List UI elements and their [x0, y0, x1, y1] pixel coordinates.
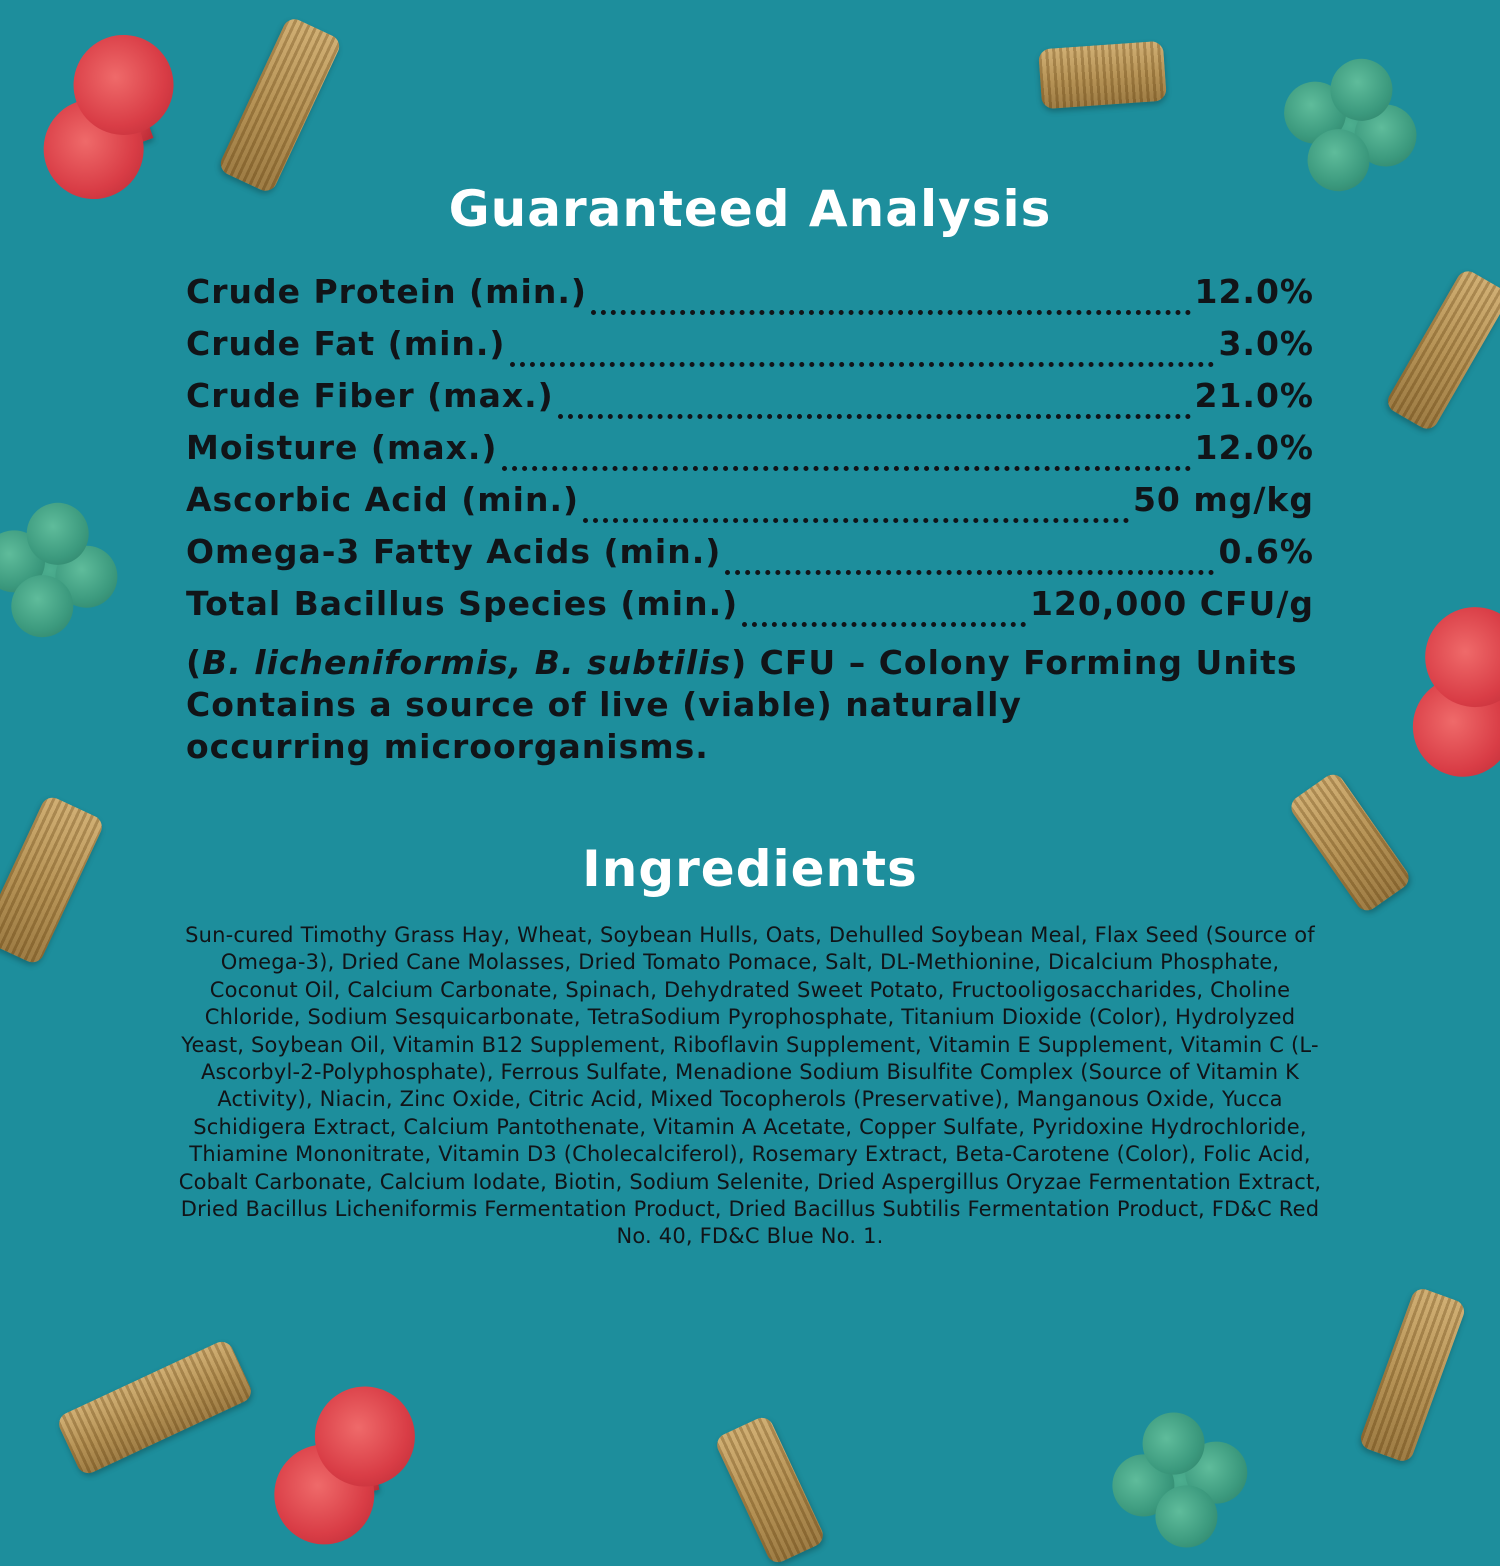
note-open-paren: (: [186, 643, 203, 682]
analysis-row-ascorbic-acid: [186, 480, 1314, 532]
pellet-treat-decoration: [55, 1338, 255, 1477]
analysis-row-crude-fat: [186, 324, 1314, 376]
pellet-treat-decoration: [713, 1414, 827, 1566]
ingredients-list: Sun-cured Timothy Grass Hay, Wheat, Soybean Hulls, Oats, Dehulled Soybean Meal, Flax Seed (Source of Omega-3), Dried Cane Molasses, Dried Tomato Pomace, Salt, DL-Methionine, Dicalcium Phosphate, Coconut Oil, Calcium Carbonate, Spinach, Dehydrated Sweet Potato, Fructooligosaccharides, Choline Chloride, Sodium Sesquicarbonate, TetraSodium Pyrophosphate, Titanium Dioxide (Color), Hydrolyzed Yeast, Soybean Oil, Vitamin B12 Supplement, Riboflavin Supplement, Vitamin E Supplement, Vitamin C (L-Ascorbyl-2-Polyphosphate), Ferrous Sulfate, Menadione Sodium Bisulfite Complex (Source of Vitamin K Activity), Niacin, Zinc Oxide, Citric Acid, Mixed Tocopherols (Preservative), Manganous Oxide, Yucca Schidigera Extract, Calcium Pantothenate, Vitamin A Acetate, Copper Sulfate, Pyridoxine Hydrochloride, Thiamine Mononitrate, Vitamin D3 (Cholecalciferol), Rosemary Extract, Beta-Carotene (Color), Folic Acid, Cobalt Carbonate, Calcium Iodate, Biotin, Sodium Selenite, Dried Aspergillus Oryzae Fermentation Extract, Dried Bacillus Licheniformis Fermentation Product, Dried Bacillus Subtilis Fermentation Product, FD&C Red No. 40, FD&C Blue No. 1.: [178, 923, 1322, 1249]
pellet-treat-decoration: [1358, 1286, 1468, 1465]
dot-leader: [510, 352, 1215, 367]
analysis-label: Omega-3 Fatty Acids (min.): [186, 532, 722, 571]
analysis-row-omega-3: [186, 532, 1314, 584]
guaranteed-analysis-table: [186, 272, 1314, 636]
note-line-species: [186, 642, 1314, 684]
analysis-label: Total Bacillus Species (min.): [186, 584, 739, 623]
analysis-value: 50 mg/kg: [1132, 480, 1314, 519]
heart-treat-decoration: [77, 82, 154, 159]
dot-leader: [591, 300, 1191, 315]
dot-leader: [583, 508, 1129, 523]
note-species-names: B. licheniformis, B. subtilis: [202, 643, 732, 682]
analysis-value: 12.0%: [1194, 272, 1314, 311]
analysis-row-moisture: [186, 428, 1314, 480]
analysis-label: Crude Fat (min.): [186, 324, 506, 363]
dot-leader: [725, 560, 1214, 575]
probiotic-note: [186, 642, 1314, 768]
analysis-label: Moisture (max.): [186, 428, 498, 467]
dot-leader: [502, 456, 1191, 471]
heart-treat-decoration: [316, 1436, 380, 1500]
analysis-value: 21.0%: [1194, 376, 1314, 415]
analysis-row-bacillus: [186, 584, 1314, 636]
clover-treat-decoration: [1145, 1445, 1215, 1515]
analysis-value: 3.0%: [1218, 324, 1314, 363]
dot-leader: [742, 612, 1026, 627]
pellet-treat-decoration: [1038, 41, 1167, 110]
note-line-2: Contains a source of live (viable) naturally: [186, 685, 1022, 724]
guaranteed-analysis-heading: Guaranteed Analysis: [448, 180, 1052, 238]
note-line-3: occurring microorganisms.: [186, 727, 709, 766]
analysis-value: 120,000 CFU/g: [1029, 584, 1314, 623]
analysis-label: Crude Fiber (max.): [186, 376, 554, 415]
ingredients-heading: Ingredients: [582, 840, 918, 898]
analysis-label: Ascorbic Acid (min.): [186, 480, 580, 519]
pellet-treat-decoration: [1384, 267, 1500, 433]
clover-treat-decoration: [14, 534, 85, 605]
note-cfu-definition: ) CFU – Colony Forming Units: [731, 643, 1298, 682]
dot-leader: [558, 404, 1191, 419]
analysis-value: 12.0%: [1194, 428, 1314, 467]
clover-treat-decoration: [1312, 87, 1388, 163]
analysis-value: 0.6%: [1218, 532, 1314, 571]
heart-treat-decoration: [1434, 654, 1500, 731]
analysis-label: Crude Protein (min.): [186, 272, 587, 311]
analysis-row-crude-protein: [186, 272, 1314, 324]
pellet-treat-decoration: [217, 15, 343, 194]
analysis-row-crude-fiber: [186, 376, 1314, 428]
